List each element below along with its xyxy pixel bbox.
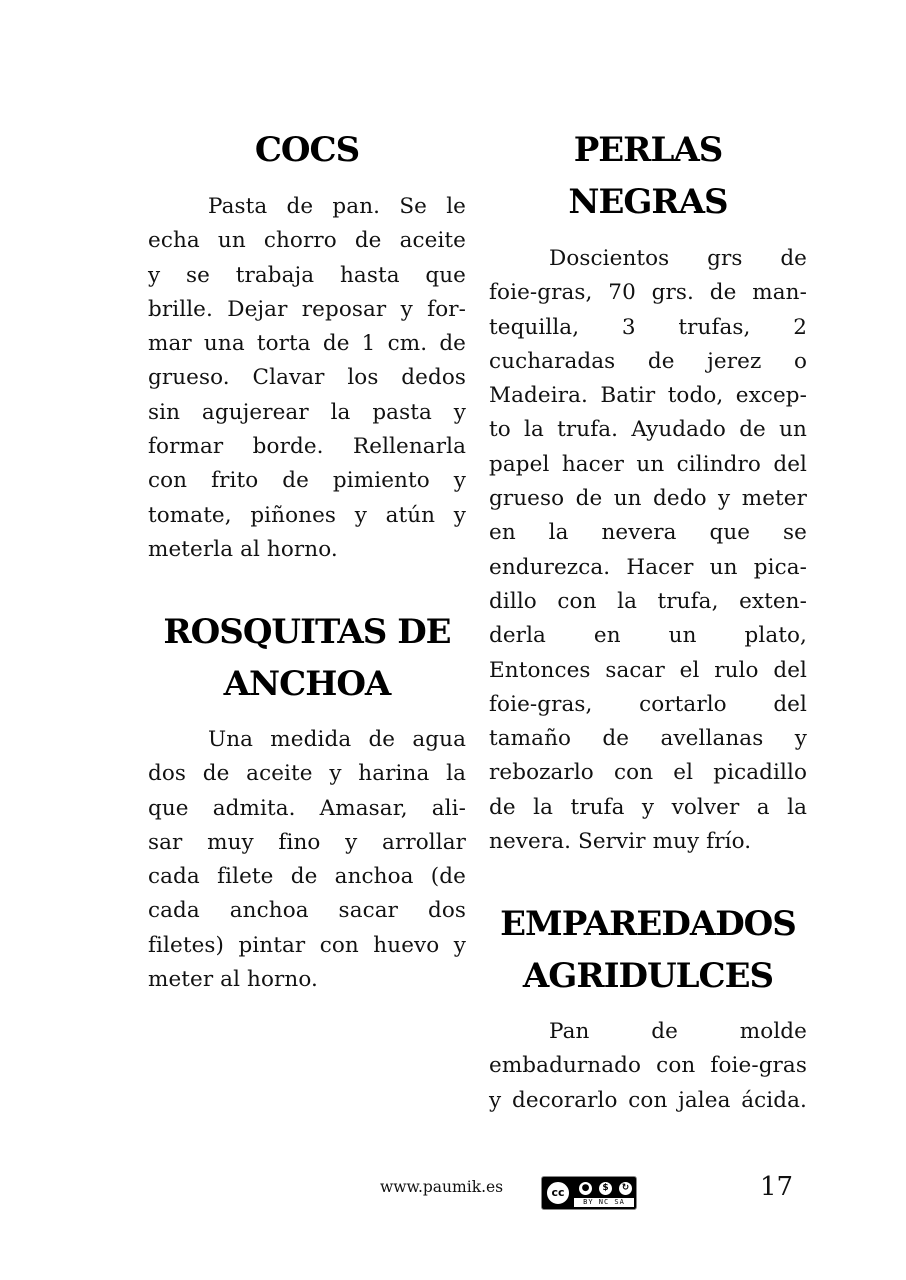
recipe-title-line: PERLAS bbox=[573, 130, 723, 170]
text-line: grueso. Clavar los dedos bbox=[148, 365, 466, 391]
text-line: que admita. Amasar, ali- bbox=[148, 795, 466, 821]
text-line: to la trufa. Ayudado de un bbox=[489, 417, 807, 443]
text-line: grueso de un dedo y meter bbox=[489, 486, 807, 512]
text-line: meter al horno. bbox=[148, 967, 318, 993]
recipe-title-line: ANCHOA bbox=[223, 664, 391, 704]
text-line: cada filete de anchoa (de bbox=[148, 864, 466, 890]
text-line: tequilla, 3 trufas, 2 bbox=[489, 314, 807, 340]
sa-share-alike-icon: ↻ bbox=[617, 1180, 634, 1197]
text-line: brille. Dejar reposar y for- bbox=[148, 296, 466, 322]
recipe-title-line: EMPAREDADOS bbox=[500, 904, 796, 944]
recipe-title-emparedados bbox=[489, 898, 807, 1002]
text-line: sar muy fino y arrollar bbox=[148, 829, 466, 855]
text-line: Pan de molde bbox=[549, 1019, 807, 1044]
text-line: Doscientos grs de bbox=[549, 246, 807, 271]
text-line: cucharadas de jerez o bbox=[489, 348, 807, 374]
text-line: sin agujerear la pasta y bbox=[148, 399, 466, 425]
page-number: 17 bbox=[760, 1172, 794, 1202]
nc-dollar-icon: $ bbox=[597, 1180, 614, 1197]
text-line: mar una torta de 1 cm. de bbox=[148, 331, 466, 357]
text-line: Entonces sacar el rulo del bbox=[489, 657, 807, 683]
license-labels: BY NC SA bbox=[574, 1198, 634, 1207]
text-line: con frito de pimiento y bbox=[148, 468, 466, 494]
text-line: filetes) pintar con huevo y bbox=[148, 932, 466, 958]
text-line: formar borde. Rellenarla bbox=[148, 434, 466, 460]
text-line: Madeira. Batir todo, excep- bbox=[489, 383, 807, 409]
text-line: endurezca. Hacer un pica- bbox=[489, 554, 807, 580]
text-line: echa un chorro de aceite bbox=[148, 228, 466, 254]
text-line: Una medida de agua bbox=[208, 727, 466, 752]
text-line: dillo con la trufa, exten- bbox=[489, 588, 807, 614]
text-line: nevera. Servir muy frío. bbox=[489, 829, 752, 855]
text-line: foie-gras, 70 grs. de man- bbox=[489, 280, 807, 306]
text-line: papel hacer un cilindro del bbox=[489, 451, 807, 477]
recipe-body-cocs bbox=[148, 190, 466, 567]
creative-commons-icon: cc bbox=[545, 1180, 571, 1206]
text-line: y se trabaja hasta que bbox=[148, 262, 466, 288]
recipe-title-rosquitas bbox=[148, 606, 466, 710]
text-line: en la nevera que se bbox=[489, 520, 807, 546]
recipe-title-cocs: COCS bbox=[254, 130, 360, 170]
recipe-title-perlas-negras bbox=[489, 124, 807, 228]
recipe-body-rosquitas bbox=[148, 723, 466, 997]
text-line: rebozarlo con el picadillo bbox=[489, 760, 807, 786]
by-person-icon: ● bbox=[577, 1180, 594, 1197]
text-line: cada anchoa sacar dos bbox=[148, 898, 466, 924]
recipe-body-perlas-negras bbox=[489, 242, 807, 859]
recipe-title-line: NEGRAS bbox=[568, 182, 728, 222]
text-line: Pasta de pan. Se le bbox=[208, 194, 466, 219]
text-line: derla en un plato, bbox=[489, 623, 807, 649]
recipe-body-emparedados bbox=[489, 1015, 807, 1118]
recipe-title-line: AGRIDULCES bbox=[522, 956, 774, 996]
text-line: tomate, piñones y atún y bbox=[148, 502, 466, 528]
text-line: embadurnado con foie-gras bbox=[489, 1053, 807, 1079]
creative-commons-license-badge[interactable] bbox=[541, 1176, 637, 1210]
footer-website-link[interactable]: www.paumik.es bbox=[380, 1178, 504, 1196]
text-line: foie-gras, cortarlo del bbox=[489, 691, 807, 717]
text-line: de la trufa y volver a la bbox=[489, 794, 807, 820]
text-line: dos de aceite y harina la bbox=[148, 761, 466, 787]
recipe-title-line: ROSQUITAS DE bbox=[163, 612, 451, 652]
text-line: y decorarlo con jalea ácida. bbox=[489, 1087, 807, 1113]
text-line: meterla al horno. bbox=[148, 536, 338, 562]
text-line: tamaño de avellanas y bbox=[489, 726, 807, 752]
